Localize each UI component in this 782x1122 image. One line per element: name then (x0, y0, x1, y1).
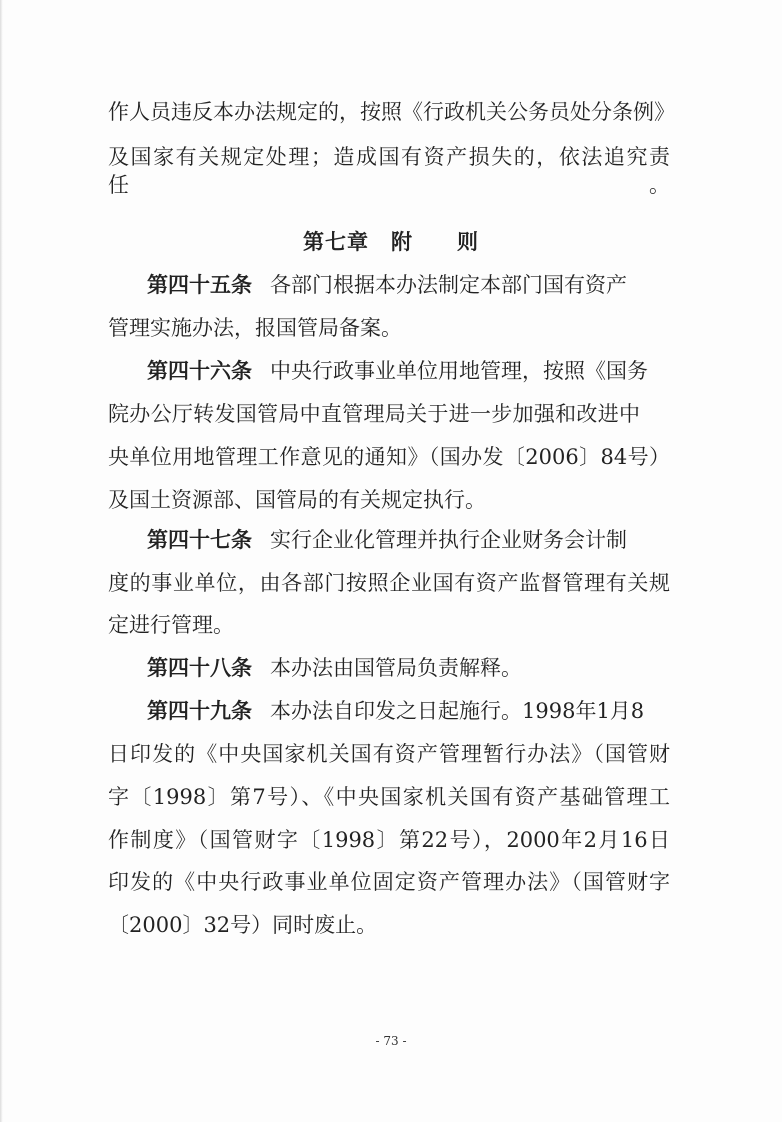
body-line: 度的事业单位，由各部门按照企业国有资产监督管理有关规 (108, 571, 670, 595)
body-line: 字〔1998〕第7号）、《中央国家机关国有资产基础管理工 (108, 785, 670, 809)
body-line: 印发的《中央行政事业单位固定资产管理办法》（国管财字 (108, 870, 670, 894)
chapter-heading: 第七章 附 则 (303, 229, 479, 254)
body-line: 院办公厅转发国管局中直管理局关于进一步加强和改进中 (108, 402, 640, 426)
article-label: 第四十五条 (147, 272, 252, 297)
body-line: 及国家有关规定处理；造成国有资产损失的，依法追究责任。 (108, 145, 670, 197)
article-47 (108, 526, 627, 554)
scan-edge (0, 0, 3, 1122)
article-label: 第四十九条 (147, 698, 252, 723)
article-text: 实行企业化管理并执行企业财务会计制 (270, 528, 627, 552)
page-number: - 73 - (375, 1034, 407, 1048)
article-49 (108, 697, 644, 725)
article-48 (108, 654, 522, 682)
article-label: 第四十六条 (147, 358, 252, 383)
article-text: 各部门根据本办法制定本部门国有资产 (270, 273, 627, 297)
article-45 (108, 271, 627, 299)
body-line: 及国土资源部、国管局的有关规定执行。 (108, 488, 486, 512)
article-label: 第四十八条 (147, 655, 252, 680)
body-line: 〔2000〕32号）同时废止。 (108, 913, 378, 937)
article-text: 本办法由国管局负责解释。 (270, 656, 522, 680)
article-label: 第四十七条 (147, 527, 252, 552)
body-line: 作人员违反本办法规定的，按照《行政机关公务员处分条例》 (108, 100, 675, 124)
body-line: 管理实施办法，报国管局备案。 (108, 316, 402, 340)
body-line: 日印发的《中央国家机关国有资产管理暂行办法》（国管财 (108, 742, 670, 766)
article-46 (108, 357, 648, 385)
article-text: 本办法自印发之日起施行。1998年1月8 (270, 699, 645, 723)
body-line: 作制度》（国管财字〔1998〕第22号），2000年2月16日 (108, 828, 670, 852)
article-text: 中央行政事业单位用地管理，按照《国务 (270, 359, 648, 383)
body-line: 央单位用地管理工作意见的通知》（国办发〔2006〕84号） (108, 445, 670, 469)
body-line: 定进行管理。 (108, 613, 234, 637)
